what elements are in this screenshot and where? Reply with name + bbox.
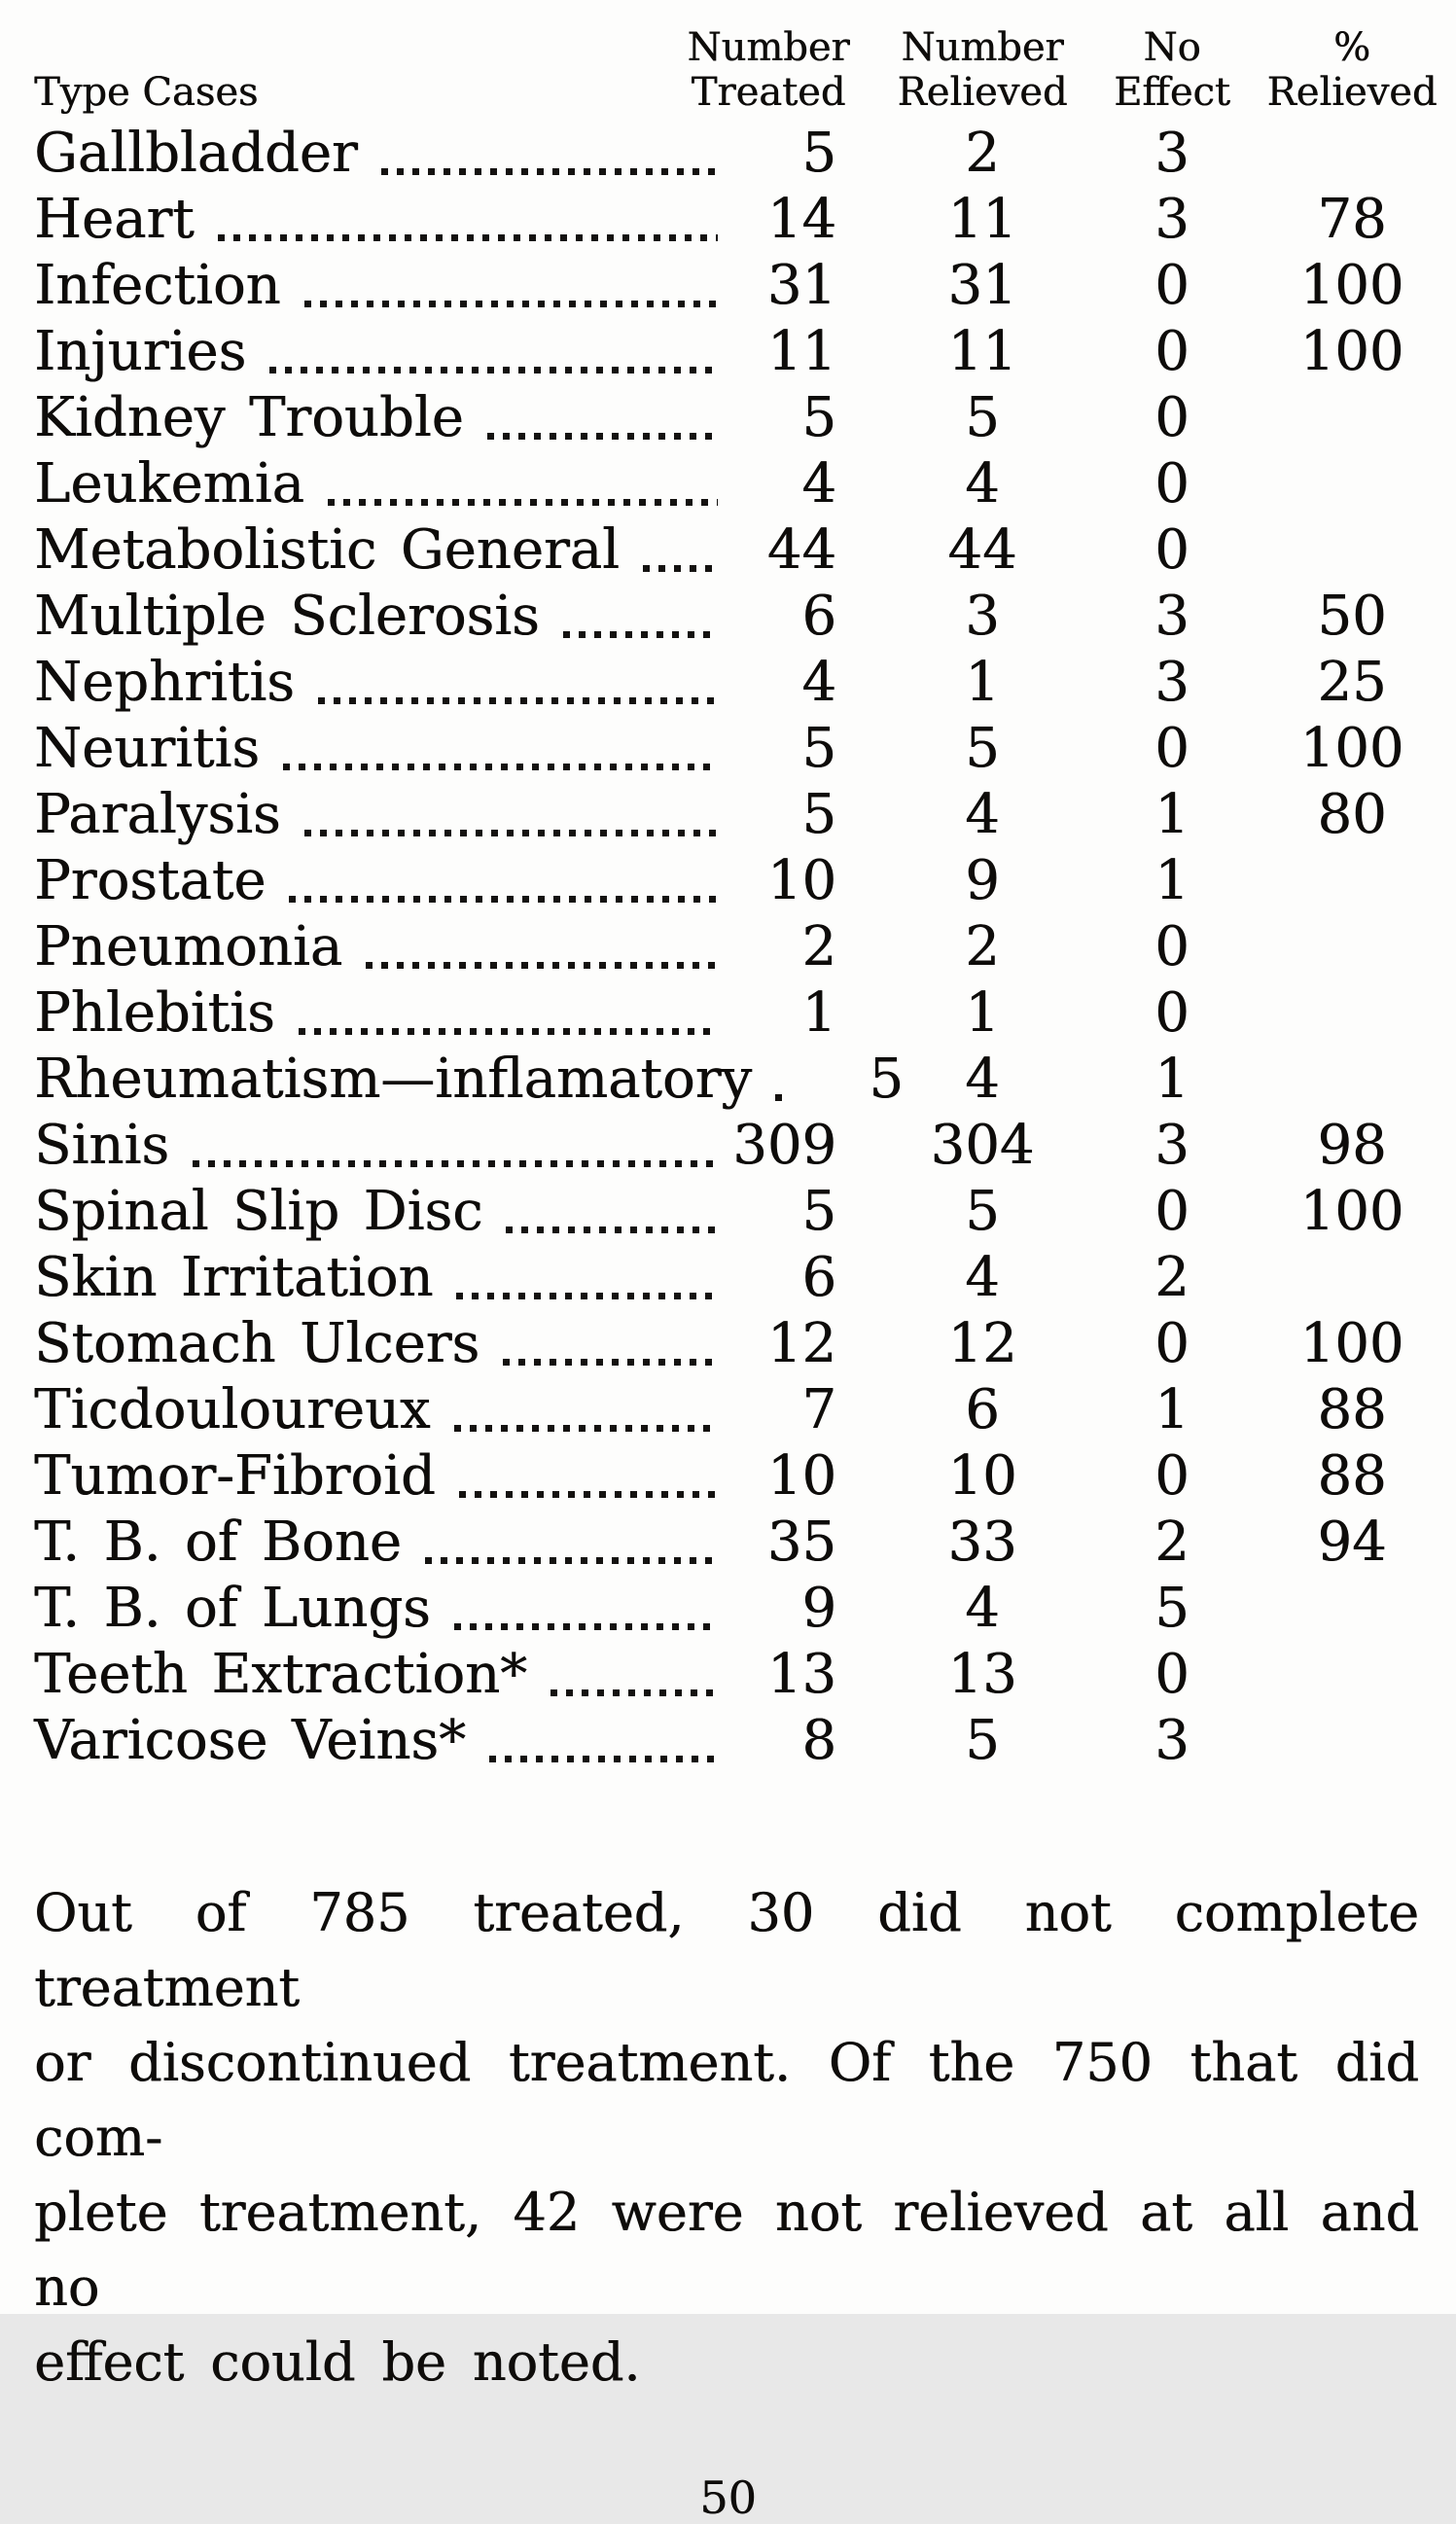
- no-effect-value: 0: [1154, 1444, 1190, 1508]
- summary-line: effect could be noted.: [34, 2331, 641, 2393]
- number-treated-value: 5: [801, 783, 836, 846]
- dot-leader: [459, 1491, 718, 1498]
- case-type-label: Phlebitis: [34, 981, 275, 1045]
- case-row-label-cell: [34, 319, 880, 385]
- table-row: [0, 650, 1456, 716]
- number-treated-value: 10: [766, 1444, 836, 1508]
- case-type-label: Injuries: [34, 320, 247, 383]
- dot-leader: [550, 1689, 718, 1696]
- case-row-label-cell: [34, 1708, 880, 1774]
- pct-relieved-value: 80: [1317, 783, 1387, 846]
- no-effect-value: 1: [1154, 1378, 1190, 1441]
- case-type-label: Neuritis: [34, 717, 261, 780]
- table-row: [0, 1377, 1456, 1443]
- number-treated-value: 5: [869, 1048, 905, 1111]
- table-row: [0, 716, 1456, 782]
- case-type-label: Varicose Veins*: [34, 1709, 467, 1772]
- case-type-label: Leukemia: [34, 452, 304, 515]
- case-row-label-cell: [34, 584, 880, 650]
- col-header-type-cases: [34, 70, 657, 115]
- number-relieved-value: 5: [965, 1180, 1000, 1243]
- number-relieved-value: 5: [965, 717, 1000, 780]
- summary-line: plete treatment, 42 were not relieved at all and no: [34, 2182, 1419, 2318]
- number-treated-value: 8: [801, 1709, 836, 1772]
- number-treated-value: 5: [801, 1180, 836, 1243]
- no-effect-value: 0: [1154, 1312, 1190, 1375]
- table-row: [0, 121, 1456, 187]
- case-row-label-cell: [34, 1179, 880, 1245]
- case-type-label: Nephritis: [34, 651, 295, 714]
- case-row-label-cell: [34, 914, 880, 980]
- cases-table-body: [0, 121, 1456, 1774]
- case-type-label: Gallbladder: [34, 122, 358, 185]
- table-row: [0, 253, 1456, 319]
- case-row-label-cell: [34, 451, 880, 517]
- case-row-label-cell: [34, 1377, 880, 1443]
- case-type-label: Stomach Ulcers: [34, 1312, 480, 1375]
- dot-leader: [304, 301, 718, 307]
- table-row: [0, 1245, 1456, 1311]
- table-row: [0, 1443, 1456, 1510]
- number-treated-value: 5: [801, 717, 836, 780]
- dot-leader: [328, 499, 718, 506]
- case-row-label-cell: [34, 1510, 880, 1576]
- number-treated-value: 4: [801, 651, 836, 714]
- number-relieved-value: 2: [965, 915, 1000, 978]
- number-treated-value: 12: [766, 1312, 836, 1375]
- no-effect-value: 0: [1154, 386, 1190, 449]
- dot-leader: [304, 830, 718, 836]
- number-relieved-value: 31: [947, 254, 1017, 317]
- case-row-label-cell: [34, 1576, 880, 1642]
- no-effect-value: 0: [1154, 518, 1190, 582]
- no-effect-value: 3: [1154, 651, 1190, 714]
- case-row-label-cell: [34, 1245, 880, 1311]
- table-row: [0, 914, 1456, 980]
- number-relieved-value: 5: [965, 1709, 1000, 1772]
- number-treated-value: 5: [801, 122, 836, 185]
- pct-relieved-value: 100: [1299, 717, 1404, 780]
- dot-leader: [487, 433, 718, 440]
- case-row-label-cell: [34, 980, 880, 1047]
- case-row-label-cell: [34, 716, 880, 782]
- table-row: [0, 1311, 1456, 1377]
- pct-relieved-value: 100: [1299, 1180, 1404, 1243]
- table-header: [0, 0, 1456, 115]
- table-row: [0, 1510, 1456, 1576]
- case-row-label-cell: [34, 650, 880, 716]
- no-effect-value: 0: [1154, 717, 1190, 780]
- number-relieved-value: 4: [965, 1048, 1000, 1111]
- no-effect-value: 1: [1154, 1048, 1190, 1111]
- table-row: [0, 848, 1456, 914]
- case-type-label: T. B. of Lungs: [34, 1577, 431, 1640]
- dot-leader: [456, 1293, 718, 1299]
- dot-leader: [193, 1160, 718, 1167]
- no-effect-value: 0: [1154, 320, 1190, 383]
- summary-line: Out of 785 treated, 30 did not complete treatment: [34, 1882, 1419, 2018]
- dot-leader: [503, 1359, 718, 1366]
- no-effect-value: 2: [1154, 1511, 1190, 1574]
- number-treated-value: 1: [801, 981, 836, 1045]
- dot-leader: [425, 1557, 718, 1564]
- col-header-number-relieved: Number Relieved: [897, 25, 1068, 115]
- no-effect-value: 0: [1154, 981, 1190, 1045]
- no-effect-value: 3: [1154, 1114, 1190, 1177]
- no-effect-value: 1: [1154, 849, 1190, 912]
- number-relieved-value: 4: [965, 783, 1000, 846]
- dot-leader: [318, 697, 718, 704]
- dot-leader: [299, 1028, 718, 1035]
- case-type-label: Tumor-Fibroid: [34, 1444, 436, 1508]
- number-treated-value: 35: [766, 1511, 836, 1574]
- number-treated-value: 44: [766, 518, 836, 582]
- number-relieved-value: 9: [965, 849, 1000, 912]
- pct-relieved-value: 78: [1317, 188, 1387, 251]
- dot-leader: [775, 1094, 785, 1101]
- case-type-label: Multiple Sclerosis: [34, 585, 540, 648]
- dot-leader: [283, 764, 718, 770]
- number-treated-value: 9: [801, 1577, 836, 1640]
- col-header-pct-relieved: % Relieved: [1266, 25, 1438, 115]
- case-row-label-cell: [34, 848, 880, 914]
- case-row-label-cell: [34, 121, 880, 187]
- case-row-label-cell: [34, 253, 880, 319]
- no-effect-value: 0: [1154, 1180, 1190, 1243]
- case-type-label: Ticdouloureux: [34, 1378, 431, 1441]
- number-treated-value: 11: [766, 320, 836, 383]
- table-row: [0, 451, 1456, 517]
- number-treated-value: 14: [766, 188, 836, 251]
- dot-leader: [454, 1623, 718, 1630]
- table-row: [0, 1047, 1456, 1113]
- pct-relieved-value: 100: [1299, 254, 1404, 317]
- no-effect-value: 3: [1154, 188, 1190, 251]
- number-treated-value: 6: [801, 585, 836, 648]
- number-treated-value: 309: [732, 1114, 836, 1177]
- case-row-label-cell: [34, 782, 880, 848]
- number-treated-value: 5: [801, 386, 836, 449]
- table-row: [0, 1642, 1456, 1708]
- case-type-label: Pneumonia: [34, 915, 343, 978]
- number-relieved-value: 1: [965, 981, 1000, 1045]
- number-relieved-value: 304: [930, 1114, 1035, 1177]
- case-row-label-cell: [34, 1113, 880, 1179]
- number-treated-value: 13: [766, 1643, 836, 1706]
- number-relieved-value: 1: [965, 651, 1000, 714]
- case-row-label-cell: [34, 517, 880, 584]
- no-effect-value: 5: [1154, 1577, 1190, 1640]
- pct-relieved-value: 98: [1317, 1114, 1387, 1177]
- no-effect-value: 3: [1154, 585, 1190, 648]
- table-row: [0, 980, 1456, 1047]
- no-effect-value: 3: [1154, 122, 1190, 185]
- pct-relieved-value: 88: [1317, 1444, 1387, 1508]
- pct-relieved-value: 94: [1317, 1511, 1387, 1574]
- number-relieved-value: 13: [947, 1643, 1017, 1706]
- number-relieved-value: 4: [965, 452, 1000, 515]
- case-type-label: Kidney Trouble: [34, 386, 464, 449]
- dot-leader: [366, 962, 718, 969]
- number-treated-value: 4: [801, 452, 836, 515]
- number-relieved-value: 5: [965, 386, 1000, 449]
- no-effect-value: 1: [1154, 783, 1190, 846]
- number-relieved-value: 33: [947, 1511, 1017, 1574]
- dot-leader: [289, 896, 718, 903]
- number-treated-value: 6: [801, 1246, 836, 1309]
- case-type-label: Prostate: [34, 849, 266, 912]
- table-row: [0, 1113, 1456, 1179]
- number-relieved-value: 6: [965, 1378, 1000, 1441]
- col-header-number-treated: Number Treated: [687, 25, 850, 115]
- pct-relieved-value: 100: [1299, 1312, 1404, 1375]
- case-type-label: Paralysis: [34, 783, 281, 846]
- table-row: [0, 584, 1456, 650]
- case-type-label: Infection: [34, 254, 281, 317]
- dot-leader: [563, 631, 718, 638]
- pct-relieved-value: 100: [1299, 320, 1404, 383]
- case-type-label: Heart: [34, 188, 195, 251]
- dot-leader: [454, 1425, 718, 1432]
- table-row: [0, 385, 1456, 451]
- no-effect-value: 0: [1154, 452, 1190, 515]
- no-effect-value: 0: [1154, 254, 1190, 317]
- case-type-label: Sinis: [34, 1114, 169, 1177]
- summary-line: or discontinued treatment. Of the 750 that did com-: [34, 2032, 1419, 2168]
- no-effect-value: 3: [1154, 1709, 1190, 1772]
- number-relieved-value: 2: [965, 122, 1000, 185]
- table-row: [0, 1179, 1456, 1245]
- no-effect-value: 2: [1154, 1246, 1190, 1309]
- case-row-label-cell: [34, 1642, 880, 1708]
- pct-relieved-value: 50: [1317, 585, 1387, 648]
- case-row-label-cell: [34, 1047, 905, 1113]
- dot-leader: [381, 168, 718, 175]
- page-number: 50: [699, 2471, 757, 2524]
- case-type-label: Metabolistic General: [34, 518, 620, 582]
- case-row-label-cell: [34, 385, 880, 451]
- pct-relieved-value: 25: [1317, 651, 1387, 714]
- number-treated-value: 7: [801, 1378, 836, 1441]
- dot-leader: [489, 1756, 718, 1762]
- col-header-type-cases-label: Type Cases: [34, 70, 259, 115]
- case-type-label: Rheumatism—inflamatory: [34, 1048, 753, 1111]
- case-type-label: Teeth Extraction*: [34, 1643, 528, 1706]
- dot-leader: [218, 234, 718, 241]
- table-row: [0, 319, 1456, 385]
- dot-leader: [269, 367, 718, 373]
- number-relieved-value: 10: [947, 1444, 1017, 1508]
- case-type-label: Spinal Slip Disc: [34, 1180, 483, 1243]
- number-relieved-value: 4: [965, 1577, 1000, 1640]
- number-relieved-value: 11: [947, 320, 1017, 383]
- number-relieved-value: 44: [947, 518, 1017, 582]
- case-type-label: T. B. of Bone: [34, 1511, 402, 1574]
- number-relieved-value: 12: [947, 1312, 1017, 1375]
- number-treated-value: 2: [801, 915, 836, 978]
- pct-relieved-value: 88: [1317, 1378, 1387, 1441]
- no-effect-value: 0: [1154, 915, 1190, 978]
- case-row-label-cell: [34, 187, 880, 253]
- number-relieved-value: 4: [965, 1246, 1000, 1309]
- table-row: [0, 782, 1456, 848]
- number-treated-value: 10: [766, 849, 836, 912]
- no-effect-value: 0: [1154, 1643, 1190, 1706]
- number-relieved-value: 3: [965, 585, 1000, 648]
- case-row-label-cell: [34, 1311, 880, 1377]
- summary-paragraph: [34, 1875, 1419, 2400]
- case-row-label-cell: [34, 1443, 880, 1510]
- table-row: [0, 1708, 1456, 1774]
- table-row: [0, 187, 1456, 253]
- table-row: [0, 517, 1456, 584]
- number-treated-value: 31: [766, 254, 836, 317]
- number-relieved-value: 11: [947, 188, 1017, 251]
- dot-leader: [506, 1226, 718, 1233]
- table-row: [0, 1576, 1456, 1642]
- dot-leader: [643, 565, 718, 572]
- case-type-label: Skin Irritation: [34, 1246, 434, 1309]
- col-header-no-effect: No Effect: [1114, 25, 1230, 115]
